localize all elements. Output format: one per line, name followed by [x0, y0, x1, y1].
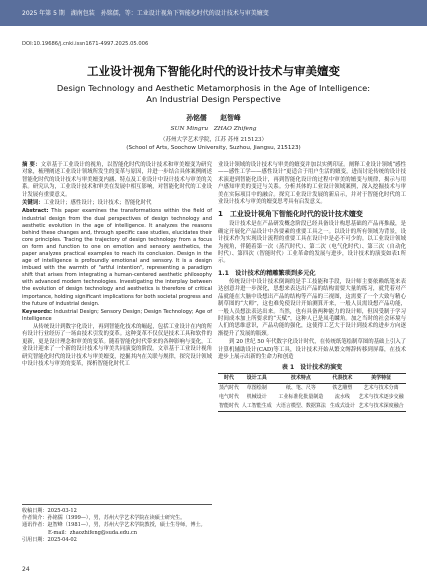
table-header-cell: 美学特征: [356, 374, 406, 384]
table-header-cell: 设计工具: [240, 374, 273, 384]
abstract-en-text: This paper examines the transformations within the field of industrial design from the dual perspectives of design technology and aesthetic evolution in the age of intelligence. It analyzes the reasons behind these changes and, through specific case studies, elucidates their core principles. Tracing the trajectory of design technology from a focus on form and function to one on emotion and sensory aesthetics, the paper analyzes practical examples to reach its conclusion. Design in the age of intelligence is profoundly emotional and sensory. It is a design imbued with the warmth of "artful intention", representing a paradigm shift that arises from integrating a human-centered aesthetic philosophy with advanced modern technologies. Investigating the interplay between the evolution of design technology and aesthetics is therefore of critical importance, holding significant implications for both societal progress and the future of industrial design.: [22, 208, 212, 307]
table-1-caption: 表 1 设计技术的演变: [281, 364, 343, 372]
abstract-en-label: Abstract:: [22, 208, 49, 215]
received-date: 2025-03-12: [47, 508, 77, 514]
table-cell: 机械设计: [246, 393, 267, 400]
table-cell: 草图绘制: [246, 385, 267, 392]
author-label: 作者简介：: [22, 515, 48, 522]
keywords-label: 关键词：: [22, 200, 44, 207]
table-header-cell: 代表技术: [329, 374, 357, 384]
left-column: [22, 162, 212, 369]
authors-chinese: 孙铭儒 赵智峰: [186, 114, 241, 122]
doi-line: DOI:10.19686/j.cnki.issn1671-4997.2025.05.006: [22, 41, 149, 47]
table-header-cell: 时代: [218, 374, 240, 384]
footnote-date: [22, 537, 212, 544]
right-para-3: 传统设计中设计技术倒调的是手工技能和手段，设计师主要依赖纸笔来表达创意并进一步深化，思想来表达出产品的结构需要大量的练习，就凭着对产品就能在大脑中设想出产品的结构等产品的三视图，这需要了一个大致与精心制草图的“大师”，这也难免使设计开始测算开来，一般人员需设想产品功能，一般人员想法表达出来。当然，也有具备两种能力的设计师，但因受制于学习时间成本加上所要求的“天赋”，这种人已是凤毛麟角。加之当时的社会环境与人们的思维意识，产品功能的强化，这使得工艺大于设计到技术的进步方向逐渐提升了发展的瓶颈。: [218, 278, 406, 337]
running-header: 2025 年第 5 期 湖南包装 孙铭儒，等：工业设计视角下智能化时代的设计技术与审美嬗变: [22, 10, 269, 17]
abstract-english: [22, 208, 212, 307]
footnote: [22, 504, 212, 544]
table-cell: 蒸汽时代: [219, 385, 240, 392]
abstract-text: 文章基于工业设计的视角，以智能化时代的设计技术和审美嬗变为研究对象，梳理阐述工业设计领域所发生的变革与原因，并进一步结合具体案例阐述智能化时代的设计技术与审美嬗变内涵、特点及工业设计中设计技术与审美的关系。研究认为，工业设计技术和审美在发展中相互影响，对智能化时代的工业设计发展有重要意义。: [22, 162, 212, 198]
keywords-chinese: [22, 200, 212, 207]
table-row: [218, 393, 406, 402]
affiliation-english: (School of Arts, Soochow University, Suzhou, Jiangsu, 215123): [126, 145, 301, 151]
corr-bio: 赵智峰（1981—），男，苏州大学艺术学院教授，硕士生导师，博士。: [47, 522, 206, 529]
title-english-line1: Design Technology and Aesthetic Metamorphosis in the Age of Intelligence:: [56, 83, 371, 93]
footnote-email: E-mail：zhaozhifeng@suda.edu.cn: [48, 529, 138, 536]
table-cell: 智能时代: [218, 402, 240, 411]
table-row: [218, 384, 406, 393]
table-cell: 纸、笔、尺等: [285, 385, 316, 392]
table-cell: 大语言模型、数据算法: [273, 402, 328, 411]
affiliation-chinese: （苏州大学艺术学院，江苏 苏州 215123）: [160, 137, 267, 143]
keywords-en-text: Industrial Design; Sensory Design; Design Technology; Age of Intelligence: [22, 308, 212, 322]
table-cell: 生成式设计: [329, 402, 357, 411]
table-1: [218, 373, 406, 411]
right-para-2: 设计技术是在产品研发概念阶段已经具备设计构思基础的产品再推敲，是确定开展化产品设计中各要素的重要工具之一。以设计的所有领域为背景，设计技术作为实现设计流程的重要工具在设计中是必不可少的。以工业设计领域为视角，伴随着第一次（蒸汽时代）、第二次（电气化时代）、第三次（自动化时代）、第四次（智能时代）工业革命的发展与进步，设计技术的演变如表1所示。: [218, 221, 406, 265]
right-column: [218, 162, 406, 412]
date-label: 引用日期：: [22, 536, 48, 543]
right-para-4: 到 20 世纪 50 年代数字化设计时代，在传统纸笔绘制草图的基础上引入了计算机辅助设计(CAD)等工具，设计技术开始从繁文缛辞转移到屏幕，在技术进步上展示出新的生命力和创造: [218, 339, 406, 360]
table-cell: 艺术与技术分离: [363, 385, 399, 392]
abstract-chinese: [22, 162, 212, 199]
subsection-1-1-heading: 1.1 设计技术的精雕繁琐到多元化: [218, 269, 316, 277]
date-value: 2025-04-02: [47, 536, 77, 543]
table-cell: 工业标准化批量制造: [278, 393, 324, 400]
right-para-1: 业设计领域的设计技术与审美的嬗变并加以实例印证。阐释工业设计领域“感性——感性工学——感性设计”更适合于用户生活的嬗变，进而讨论传统的设计技术演进到智能化设计，再到智能化设计的过程中审美的嬗变与规律，揭示与用户感知审美的变迁与关系。分析其体的工业设计领域案例，深入挖掘技术与审美在实际项目中的融合。探究工业设计发展的新启示，并对于智能化时代的工业设计技术与审美的嬗变思考具有启发意义。: [218, 162, 406, 206]
authors-english: SUN Mingru ZHAO Zhifeng: [170, 126, 257, 132]
title-chinese: 工业设计视角下智能化时代的设计技术与审美嬗变: [87, 64, 340, 78]
section-1-heading: 1 工业设计视角下智能化时代的设计技术嬗变: [218, 210, 363, 219]
author-bio: 孙铭儒（1999—），男，苏州大学艺术学院在读硕士研究生。: [47, 515, 186, 522]
table-row: [218, 402, 406, 411]
footnote-corresponding: [22, 522, 212, 529]
table-cell: 人工智能生成: [240, 402, 273, 411]
intro-paragraph: 从传统设计到数字化设计，再到智能化技术的崛起，包括工业设计在内的所有设计行业经历了一场由技术引发的变革。这种变革不仅仅是技术工具和软件的更新，更是设计理念和审美的变革。随着智能化时代带来的各种影响与变化，工业设计迎来了一个新的设计技术与审美共同演变的阶段。文章基于工业设计视角研究智能化时代的设计技术与审美嬗变，挖掘其内在关联与规律，探究设计领域中设计技术与审美的变革，探析智能化时代工: [22, 323, 212, 367]
table-cell: 电气时代: [219, 393, 240, 400]
table-header-row: [218, 374, 406, 384]
table-cell: 艺术与技术逐步交融: [358, 393, 404, 400]
table-cell: 艺术与技术深度融合: [356, 402, 406, 411]
table-cell: 流水线: [334, 393, 350, 400]
corr-label: 通讯作者：: [22, 522, 48, 529]
title-english-line2: An Industrial Design Perspective: [146, 94, 281, 104]
received-label: 收稿日期：: [22, 508, 48, 514]
keywords-english: [22, 309, 212, 323]
keywords-en-label: Keywords:: [22, 308, 53, 315]
table-cell: 铁艺雕塑: [332, 385, 353, 392]
page-number: 24: [22, 566, 30, 573]
keywords-text: 工业设计；感性设计；设计技术；智能化时代: [43, 200, 152, 207]
table-header-cell: 技术特点: [273, 374, 328, 384]
abstract-label: 摘 要：: [22, 162, 41, 168]
